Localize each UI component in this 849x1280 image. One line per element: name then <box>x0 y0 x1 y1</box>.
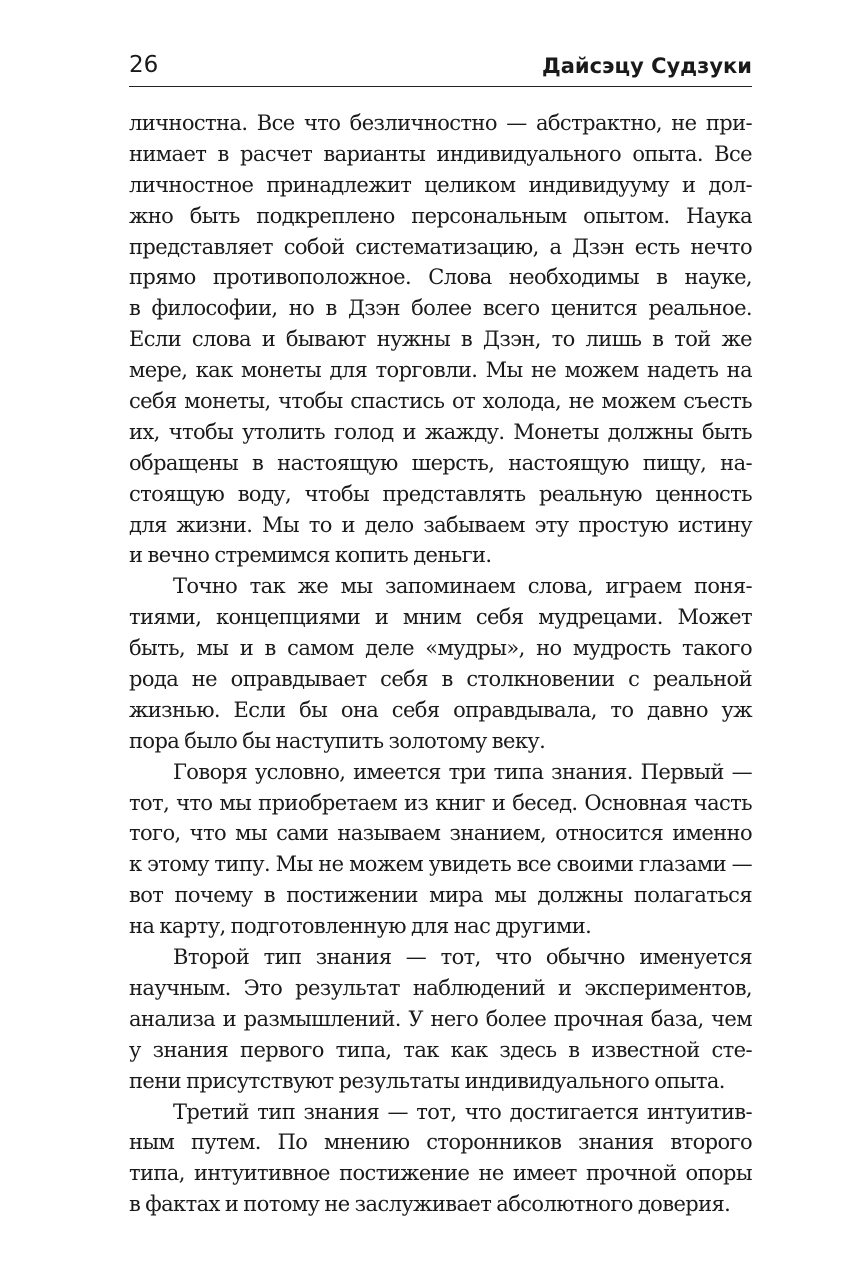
text-line: вот почему в постижении мира мы должны полагаться <box>129 883 752 908</box>
text-line: у знания первого типа, так как здесь в известной сте- <box>129 1037 752 1062</box>
text-line: прямо противоположное. Слова необходимы в науке, <box>129 265 752 290</box>
text-line: жно быть подкреплено персональным опытом. Наука <box>129 203 752 228</box>
text-line: для жизни. Мы то и дело забываем эту простую истину <box>129 512 752 537</box>
paragraph <box>129 571 752 756</box>
running-head-author: Дайсэцу Судзуки <box>542 54 752 78</box>
text-line: жизнью. Если бы она себя оправдывала, то давно уж <box>129 697 752 722</box>
text-line: тиями, концепциями и мним себя мудрецами. Может <box>129 605 752 630</box>
text-line: Третий тип знания — тот, что достигается интуитив- <box>173 1099 752 1124</box>
text-line: того, что мы сами называем знанием, относится именно <box>129 821 752 846</box>
text-line: научным. Это результат наблюдений и экспериментов, <box>129 975 752 1000</box>
text-line: себя монеты, чтобы спастись от холода, не можем съесть <box>129 389 752 414</box>
page-number: 26 <box>129 52 159 78</box>
text-line: рода не оправдывает себя в столкновении с реальной <box>129 667 752 692</box>
text-line: личностна. Все что безличностно — абстрактно, не при- <box>129 111 752 135</box>
running-header <box>129 50 752 87</box>
text-line: к этому типу. Мы не можем увидеть все своими глазами — <box>129 852 752 877</box>
text-line: пора было бы наступить золотому веку. <box>129 728 546 753</box>
paragraph <box>129 1097 752 1221</box>
text-line: анализа и размышлений. У него более прочная база, чем <box>129 1006 752 1031</box>
text-line: их, чтобы утолить голод и жажду. Монеты должны быть <box>129 419 752 444</box>
text-line: мере, как монеты для торговли. Мы не можем надеть на <box>129 358 752 383</box>
text-line: типа, интуитивное постижение не имеет прочной опоры <box>129 1161 752 1186</box>
text-line: пени присутствуют результаты индивидуального опыта. <box>129 1068 725 1093</box>
text-line: Говоря условно, имеется три типа знания. Первый — <box>173 759 752 784</box>
text-line: Если слова и бывают нужны в Дзэн, то лишь в той же <box>129 327 752 352</box>
text-line: быть, мы и в самом деле «мудры», но мудрость такого <box>129 636 752 661</box>
text-line: представляет собой систематизацию, а Дзэн есть нечто <box>129 234 752 259</box>
text-line: в фактах и потому не заслуживает абсолютного доверия. <box>129 1192 731 1217</box>
text-line: в философии, но в Дзэн более всего ценится реальное. <box>129 296 752 321</box>
text-line: и вечно стремимся копить деньги. <box>129 543 492 568</box>
text-line: Точно так же мы запоминаем слова, играем поня- <box>173 574 752 599</box>
text-line: нимает в расчет варианты индивидуального опыта. Все <box>129 141 752 166</box>
text-line: обращены в настоящую шерсть, настоящую пищу, на- <box>129 450 752 475</box>
text-line: Второй тип знания — тот, что обычно именуется <box>173 945 752 970</box>
paragraph <box>129 108 752 571</box>
paragraph <box>129 757 752 942</box>
text-line: на карту, подготовленную для нас другими. <box>129 914 592 939</box>
paragraph <box>129 942 752 1096</box>
text-line: личностное принадлежит целиком индивидууму и дол- <box>129 172 752 197</box>
body-text <box>129 108 752 1220</box>
text-line: ным путем. По мнению сторонников знания второго <box>129 1130 752 1155</box>
text-line: стоящую воду, чтобы представлять реальную ценность <box>129 481 752 506</box>
text-line: тот, что мы приобретаем из книг и бесед. Основная часть <box>129 790 752 815</box>
